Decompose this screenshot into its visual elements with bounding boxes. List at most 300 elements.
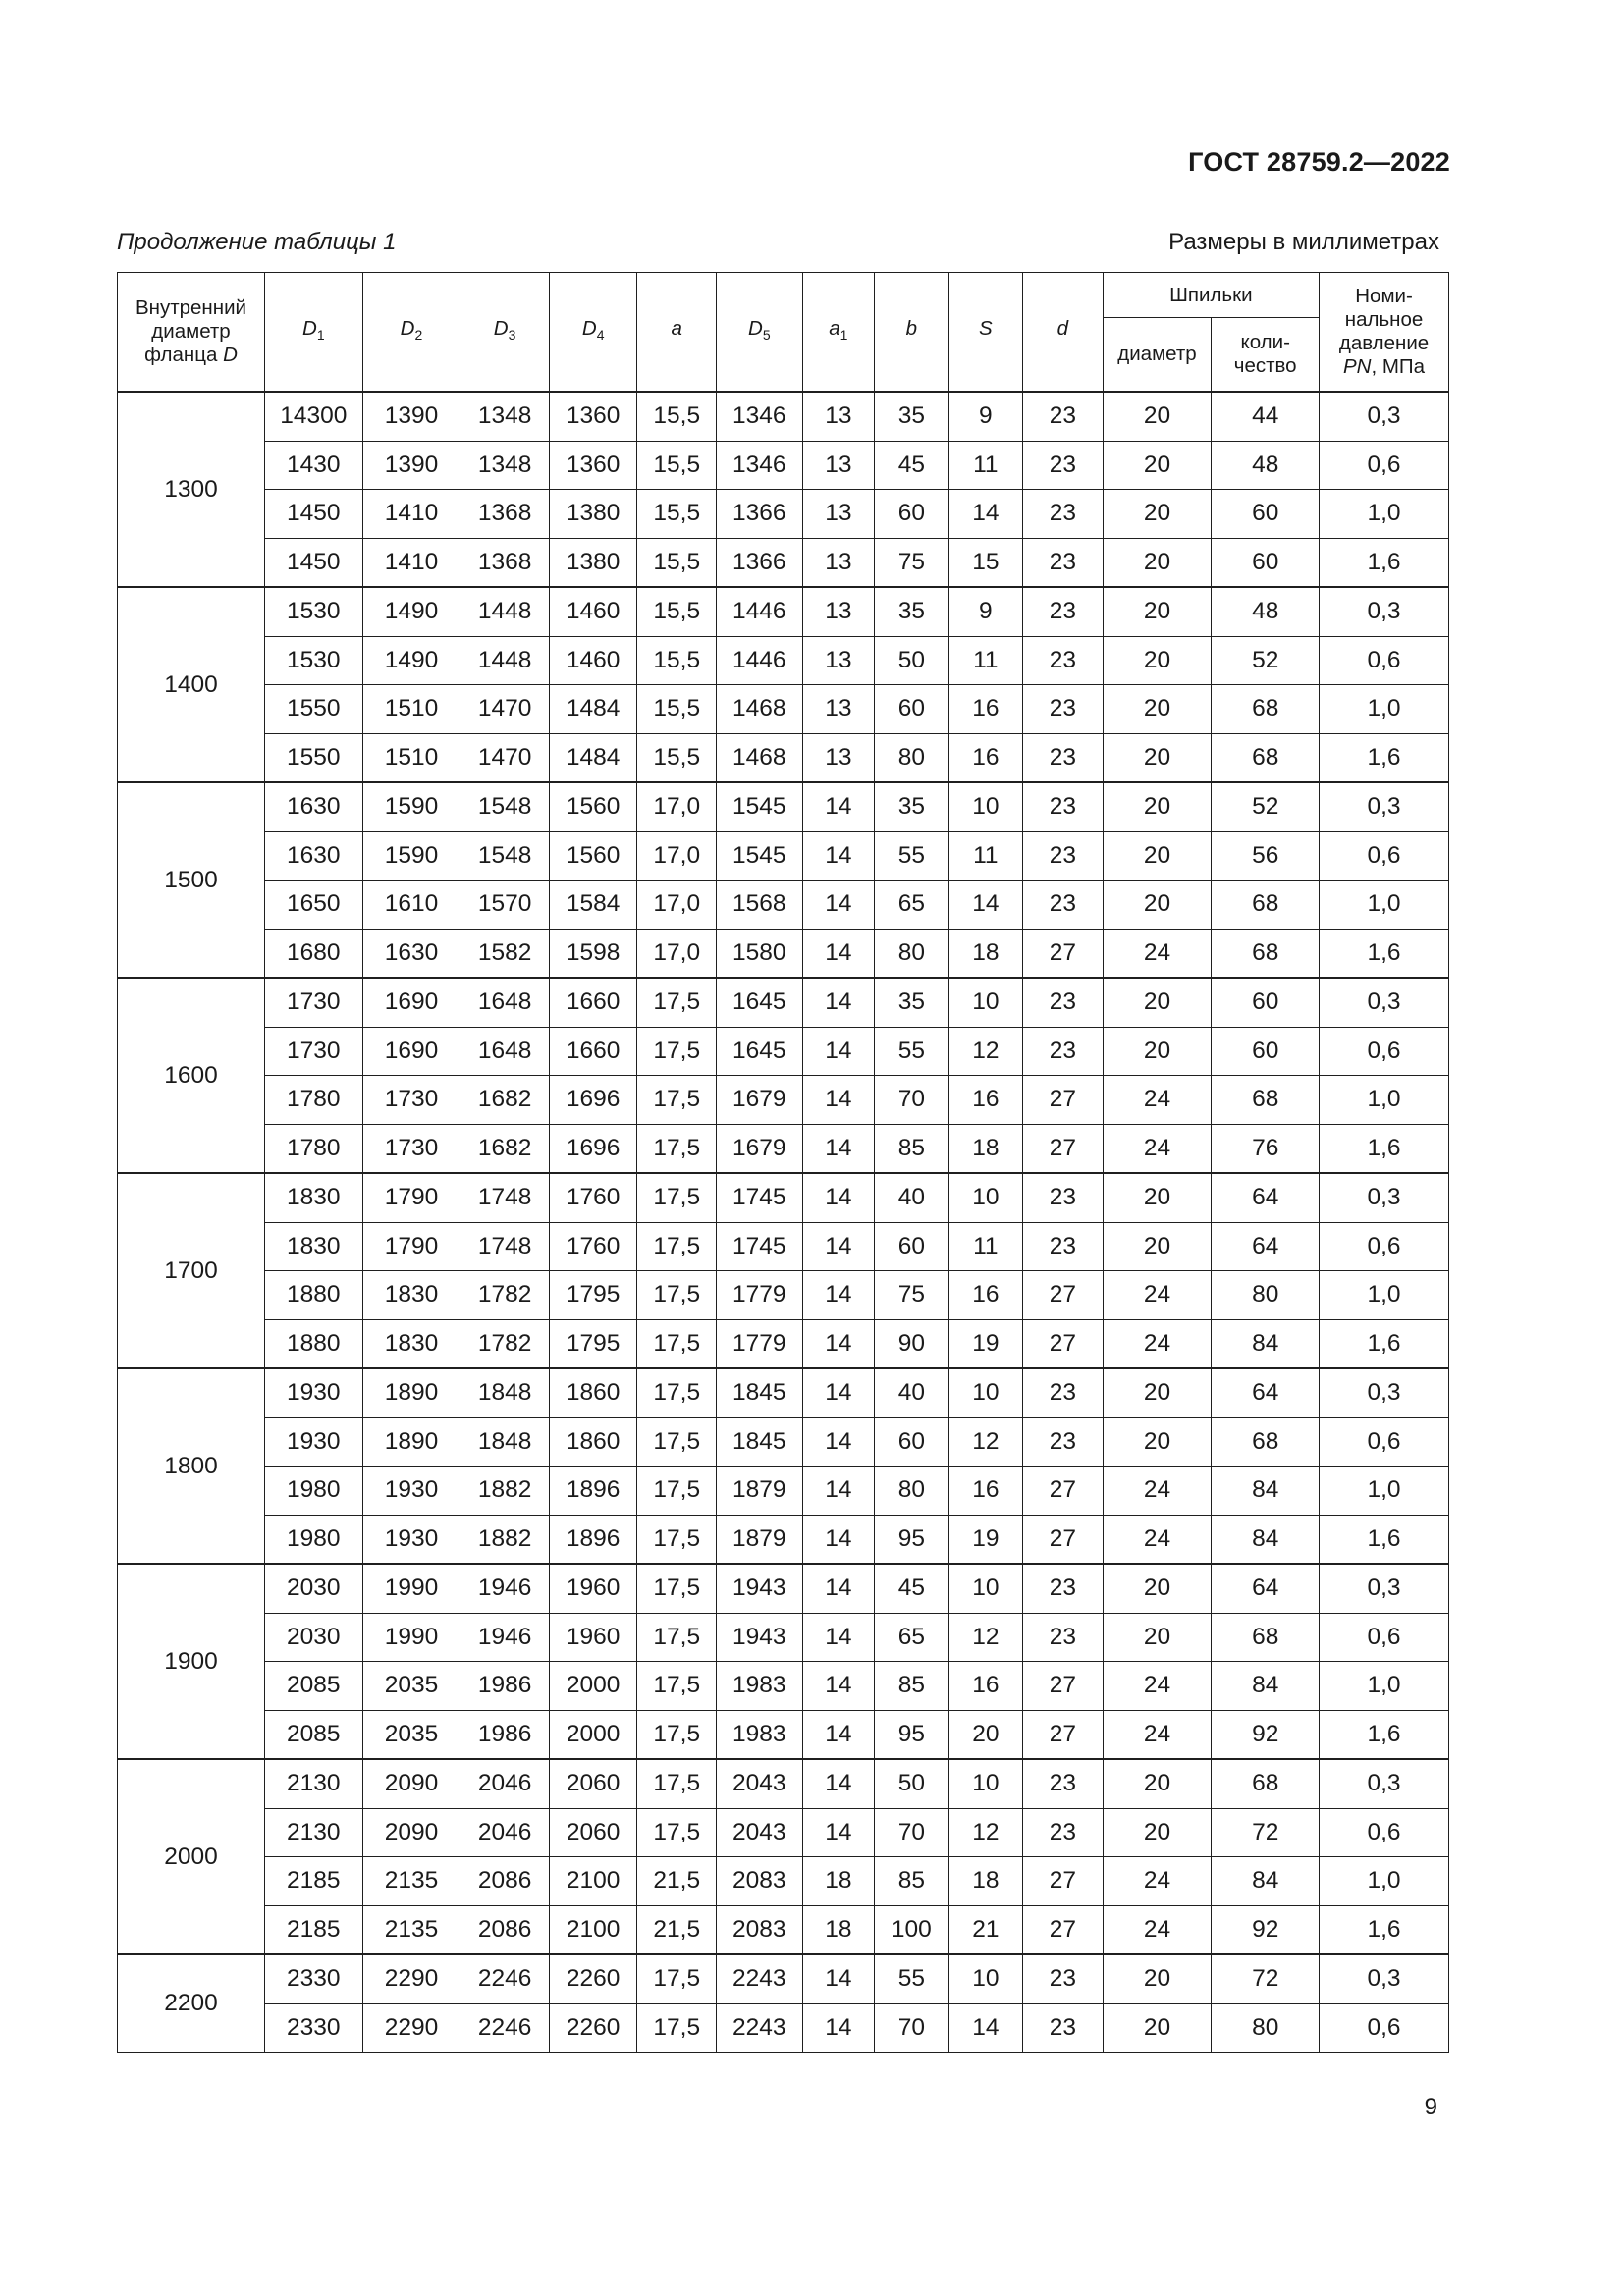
table-cell: 14: [948, 881, 1023, 930]
table-cell: 0,6: [1320, 1027, 1449, 1076]
table-cell: 1484: [549, 733, 637, 782]
table-cell: 64: [1212, 1173, 1320, 1222]
table-cell: 2100: [549, 1857, 637, 1906]
table-cell: 17,0: [637, 831, 717, 881]
table-cell: 1360: [549, 441, 637, 490]
table-cell: 1648: [460, 1027, 550, 1076]
table-cell: 13: [802, 490, 874, 539]
table-row: [118, 978, 1449, 1027]
table-cell: 70: [875, 2003, 949, 2053]
table-row: [118, 733, 1449, 782]
table-cell: 14: [802, 1076, 874, 1125]
table-cell: 60: [1212, 538, 1320, 587]
table-cell: 0,3: [1320, 587, 1449, 636]
table-cell: 2043: [717, 1808, 803, 1857]
table-cell: 14: [948, 2003, 1023, 2053]
table-cell: 24: [1103, 1076, 1212, 1125]
table-cell: 20: [1103, 782, 1212, 831]
table-cell: 23: [1023, 1027, 1104, 1076]
table-cell: 27: [1023, 1467, 1104, 1516]
table-cell: 20: [1103, 587, 1212, 636]
table-cell: 11: [948, 636, 1023, 685]
table-cell: 1986: [460, 1662, 550, 1711]
table-cell: 75: [875, 1271, 949, 1320]
table-cell: 1410: [362, 538, 460, 587]
table-cell: 72: [1212, 1954, 1320, 2003]
table-cell: 0,6: [1320, 1808, 1449, 1857]
table-cell: 2085: [264, 1710, 362, 1759]
table-cell: 1848: [460, 1417, 550, 1467]
table-cell: 1510: [362, 685, 460, 734]
header-col-a: a: [637, 273, 717, 393]
table-cell: 2060: [549, 1808, 637, 1857]
table-cell: 23: [1023, 441, 1104, 490]
header-col-d: d: [1023, 273, 1104, 393]
table-cell: 48: [1212, 441, 1320, 490]
table-cell: 1745: [717, 1222, 803, 1271]
table-cell: 85: [875, 1662, 949, 1711]
table-cell: 84: [1212, 1467, 1320, 1516]
table-row: [118, 782, 1449, 831]
table-cell: 1,6: [1320, 1710, 1449, 1759]
inner-diameter-cell: 2200: [118, 1954, 265, 2053]
header-col-d4: $D_4$: [549, 273, 637, 393]
table-cell: 17,5: [637, 1710, 717, 1759]
table-cell: 2260: [549, 1954, 637, 2003]
table-cell: 24: [1103, 1124, 1212, 1173]
table-cell: 1530: [264, 636, 362, 685]
table-cell: 2185: [264, 1905, 362, 1954]
table-cell: 0,6: [1320, 636, 1449, 685]
table-cell: 1682: [460, 1124, 550, 1173]
table-continuation-caption: Продолжение таблицы 1: [117, 229, 397, 255]
table-cell: 1645: [717, 1027, 803, 1076]
table-cell: 1368: [460, 490, 550, 539]
table-row: [118, 831, 1449, 881]
table-cell: 0,6: [1320, 441, 1449, 490]
table-cell: 10: [948, 782, 1023, 831]
table-cell: 23: [1023, 1613, 1104, 1662]
table-cell: 95: [875, 1710, 949, 1759]
table-cell: 0,6: [1320, 2003, 1449, 2053]
table-row: [118, 881, 1449, 930]
table-cell: 1490: [362, 636, 460, 685]
table-cell: 56: [1212, 831, 1320, 881]
table-cell: 60: [1212, 978, 1320, 1027]
table-cell: 9: [948, 587, 1023, 636]
table-cell: 1550: [264, 685, 362, 734]
table-cell: 17,5: [637, 1027, 717, 1076]
table-cell: 76: [1212, 1124, 1320, 1173]
table-row: [118, 1954, 1449, 2003]
table-cell: 14: [802, 831, 874, 881]
header-inner-diameter-line3: фланца: [144, 344, 224, 366]
table-cell: 15,5: [637, 636, 717, 685]
table-cell: 1682: [460, 1076, 550, 1125]
table-cell: 27: [1023, 1076, 1104, 1125]
table-cell: 68: [1212, 1417, 1320, 1467]
table-cell: 1584: [549, 881, 637, 930]
table-cell: 16: [948, 733, 1023, 782]
table-cell: 1448: [460, 587, 550, 636]
table-cell: 20: [1103, 1222, 1212, 1271]
table-cell: 14: [802, 1027, 874, 1076]
table-cell: 1680: [264, 929, 362, 978]
table-cell: 1,6: [1320, 1515, 1449, 1564]
table-cell: 14: [802, 1319, 874, 1368]
table-row: [118, 1027, 1449, 1076]
table-cell: 15,5: [637, 392, 717, 441]
table-cell: 1,6: [1320, 1124, 1449, 1173]
table-cell: 55: [875, 1954, 949, 2003]
table-cell: 1630: [362, 929, 460, 978]
table-row: [118, 1271, 1449, 1320]
table-cell: 84: [1212, 1662, 1320, 1711]
table-cell: 2260: [549, 2003, 637, 2053]
table-cell: 10: [948, 1173, 1023, 1222]
table-cell: 1366: [717, 490, 803, 539]
table-cell: 45: [875, 1564, 949, 1613]
table-cell: 17,5: [637, 1564, 717, 1613]
table-cell: 1460: [549, 636, 637, 685]
table-cell: 17,5: [637, 1954, 717, 2003]
table-cell: 1879: [717, 1515, 803, 1564]
table-cell: 23: [1023, 1564, 1104, 1613]
table-cell: 95: [875, 1515, 949, 1564]
table-cell: 80: [875, 1467, 949, 1516]
table-cell: 60: [875, 685, 949, 734]
table-cell: 2290: [362, 2003, 460, 2053]
table-cell: 35: [875, 782, 949, 831]
table-cell: 16: [948, 1662, 1023, 1711]
table-cell: 70: [875, 1076, 949, 1125]
table-cell: 24: [1103, 1319, 1212, 1368]
table-cell: 1990: [362, 1613, 460, 1662]
table-cell: 0,3: [1320, 978, 1449, 1027]
table-cell: 24: [1103, 1905, 1212, 1954]
table-cell: 1845: [717, 1417, 803, 1467]
table-cell: 1880: [264, 1319, 362, 1368]
table-cell: 1,0: [1320, 881, 1449, 930]
inner-diameter-cell: 1700: [118, 1173, 265, 1368]
table-cell: 1630: [264, 831, 362, 881]
table-cell: 1730: [264, 978, 362, 1027]
table-cell: 1930: [362, 1467, 460, 1516]
table-cell: 1930: [362, 1515, 460, 1564]
table-cell: 1795: [549, 1319, 637, 1368]
table-cell: 2035: [362, 1662, 460, 1711]
table-cell: 19: [948, 1515, 1023, 1564]
table-cell: 1830: [264, 1222, 362, 1271]
table-cell: 15,5: [637, 490, 717, 539]
table-cell: 100: [875, 1905, 949, 1954]
table-cell: 2330: [264, 2003, 362, 2053]
table-row: [118, 929, 1449, 978]
table-cell: 1470: [460, 733, 550, 782]
table-cell: 27: [1023, 1319, 1104, 1368]
table-cell: 23: [1023, 1808, 1104, 1857]
table-row: [118, 538, 1449, 587]
table-cell: 14300: [264, 392, 362, 441]
inner-diameter-cell: 1800: [118, 1368, 265, 1564]
table-cell: 23: [1023, 392, 1104, 441]
table-cell: 23: [1023, 733, 1104, 782]
table-cell: 23: [1023, 782, 1104, 831]
header-inner-diameter: [118, 273, 265, 393]
table-row: [118, 1905, 1449, 1954]
table-cell: 1346: [717, 441, 803, 490]
header-col-d3: $D_3$: [460, 273, 550, 393]
table-cell: 2185: [264, 1857, 362, 1906]
table-cell: 75: [875, 538, 949, 587]
table-cell: 60: [1212, 490, 1320, 539]
table-cell: 15,5: [637, 685, 717, 734]
table-cell: 1545: [717, 831, 803, 881]
table-cell: 27: [1023, 1515, 1104, 1564]
table-cell: 0,6: [1320, 831, 1449, 881]
table-cell: 14: [802, 782, 874, 831]
table-row: [118, 1808, 1449, 1857]
table-cell: 1990: [362, 1564, 460, 1613]
table-cell: 35: [875, 978, 949, 1027]
table-cell: 17,5: [637, 1368, 717, 1417]
table-cell: 1730: [362, 1124, 460, 1173]
table-cell: 1890: [362, 1417, 460, 1467]
table-cell: 14: [802, 978, 874, 1027]
table-cell: 14: [802, 1759, 874, 1808]
table-cell: 1896: [549, 1467, 637, 1516]
table-cell: 80: [875, 733, 949, 782]
table-cell: 68: [1212, 1613, 1320, 1662]
table-cell: 60: [875, 490, 949, 539]
table-cell: 1650: [264, 881, 362, 930]
table-cell: 0,6: [1320, 1417, 1449, 1467]
table-cell: 13: [802, 636, 874, 685]
table-cell: 2046: [460, 1759, 550, 1808]
table-cell: 1845: [717, 1368, 803, 1417]
table-cell: 52: [1212, 782, 1320, 831]
table-cell: 65: [875, 881, 949, 930]
table-cell: 1748: [460, 1222, 550, 1271]
header-col-s: S: [948, 273, 1023, 393]
table-row: [118, 1613, 1449, 1662]
table-cell: 20: [1103, 1564, 1212, 1613]
table-cell: 1930: [264, 1368, 362, 1417]
inner-diameter-cell: 2000: [118, 1759, 265, 1954]
table-cell: 20: [1103, 1954, 1212, 2003]
table-cell: 17,5: [637, 1515, 717, 1564]
table-cell: 2085: [264, 1662, 362, 1711]
table-cell: 1860: [549, 1417, 637, 1467]
table-cell: 14: [802, 1515, 874, 1564]
table-cell: 14: [802, 1368, 874, 1417]
table-cell: 17,5: [637, 1808, 717, 1857]
table-cell: 68: [1212, 1076, 1320, 1125]
table-cell: 2000: [549, 1662, 637, 1711]
table-cell: 14: [802, 1662, 874, 1711]
table-cell: 18: [948, 1857, 1023, 1906]
table-cell: 20: [1103, 636, 1212, 685]
table-cell: 27: [1023, 929, 1104, 978]
table-cell: 44: [1212, 392, 1320, 441]
header-col-a1: $a_1$: [802, 273, 874, 393]
table-cell: 84: [1212, 1857, 1320, 1906]
table-cell: 2030: [264, 1613, 362, 1662]
table-cell: 60: [875, 1417, 949, 1467]
table-cell: 1960: [549, 1613, 637, 1662]
table-cell: 1450: [264, 538, 362, 587]
table-cell: 27: [1023, 1905, 1104, 1954]
table-cell: 2090: [362, 1759, 460, 1808]
table-cell: 60: [875, 1222, 949, 1271]
table-cell: 17,5: [637, 1271, 717, 1320]
table-cell: 0,3: [1320, 1368, 1449, 1417]
table-cell: 23: [1023, 1368, 1104, 1417]
table-cell: 52: [1212, 636, 1320, 685]
table-cell: 1,0: [1320, 1076, 1449, 1125]
table-cell: 15,5: [637, 441, 717, 490]
table-cell: 17,5: [637, 1124, 717, 1173]
table-cell: 2030: [264, 1564, 362, 1613]
table-cell: 14: [802, 1954, 874, 2003]
table-cell: 1380: [549, 538, 637, 587]
table-cell: 14: [802, 1271, 874, 1320]
table-cell: 12: [948, 1808, 1023, 1857]
table-cell: 19: [948, 1319, 1023, 1368]
table-cell: 14: [802, 1564, 874, 1613]
table-cell: 10: [948, 1759, 1023, 1808]
table-cell: 2060: [549, 1759, 637, 1808]
table-cell: 1510: [362, 733, 460, 782]
table-cell: 68: [1212, 929, 1320, 978]
table-cell: 1590: [362, 831, 460, 881]
table-cell: 14: [802, 1710, 874, 1759]
table-cell: 15,5: [637, 587, 717, 636]
table-cell: 20: [1103, 685, 1212, 734]
table-cell: 23: [1023, 1173, 1104, 1222]
table-row: [118, 1368, 1449, 1417]
table-cell: 35: [875, 587, 949, 636]
table-cell: 1890: [362, 1368, 460, 1417]
table-cell: 17,5: [637, 1662, 717, 1711]
table-cell: 2090: [362, 1808, 460, 1857]
table-cell: 1368: [460, 538, 550, 587]
table-cell: 20: [1103, 978, 1212, 1027]
table-cell: 17,5: [637, 1613, 717, 1662]
table-row: [118, 1759, 1449, 1808]
table-cell: 2035: [362, 1710, 460, 1759]
table-cell: 16: [948, 1076, 1023, 1125]
header-col-d5: $D_5$: [717, 273, 803, 393]
table-cell: 1560: [549, 782, 637, 831]
table-cell: 1,0: [1320, 1857, 1449, 1906]
table-cell: 50: [875, 636, 949, 685]
table-cell: 10: [948, 1368, 1023, 1417]
table-cell: 23: [1023, 685, 1104, 734]
table-cell: 1983: [717, 1662, 803, 1711]
table-cell: 12: [948, 1417, 1023, 1467]
table-cell: 1484: [549, 685, 637, 734]
table-cell: 1582: [460, 929, 550, 978]
table-cell: 1690: [362, 1027, 460, 1076]
table-cell: 21,5: [637, 1905, 717, 1954]
table-cell: 2083: [717, 1905, 803, 1954]
table-cell: 23: [1023, 881, 1104, 930]
table-cell: 17,5: [637, 1417, 717, 1467]
table-cell: 20: [1103, 733, 1212, 782]
inner-diameter-cell: 1500: [118, 782, 265, 978]
table-cell: 1,0: [1320, 685, 1449, 734]
table-cell: 1390: [362, 392, 460, 441]
table-cell: 70: [875, 1808, 949, 1857]
table-cell: 1679: [717, 1124, 803, 1173]
table-cell: 18: [802, 1905, 874, 1954]
table-row: [118, 1710, 1449, 1759]
table-cell: 64: [1212, 1222, 1320, 1271]
table-row: [118, 1515, 1449, 1564]
table-cell: 1696: [549, 1076, 637, 1125]
table-cell: 68: [1212, 733, 1320, 782]
table-row: [118, 490, 1449, 539]
table-row: [118, 1564, 1449, 1613]
table-cell: 14: [802, 1808, 874, 1857]
table-cell: 1548: [460, 782, 550, 831]
table-cell: 14: [802, 1173, 874, 1222]
table-cell: 84: [1212, 1319, 1320, 1368]
table-cell: 20: [1103, 1368, 1212, 1417]
table-cell: 40: [875, 1368, 949, 1417]
inner-diameter-cell: 1400: [118, 587, 265, 782]
inner-diameter-cell: 1300: [118, 392, 265, 587]
table-cell: 1690: [362, 978, 460, 1027]
table-row: [118, 1173, 1449, 1222]
table-cell: 1730: [264, 1027, 362, 1076]
document-code: ГОСТ 28759.2—2022: [1188, 147, 1450, 177]
table-row: [118, 1076, 1449, 1125]
inner-diameter-cell: 1900: [118, 1564, 265, 1759]
table-cell: 35: [875, 392, 949, 441]
table-row: [118, 1124, 1449, 1173]
table-cell: 0,3: [1320, 392, 1449, 441]
table-cell: 27: [1023, 1662, 1104, 1711]
table-cell: 1696: [549, 1124, 637, 1173]
table-cell: 20: [1103, 1417, 1212, 1467]
table-cell: 17,5: [637, 1076, 717, 1125]
table-cell: 14: [802, 1222, 874, 1271]
table-row: [118, 1857, 1449, 1906]
table-cell: 2246: [460, 1954, 550, 2003]
table-cell: 16: [948, 1467, 1023, 1516]
table-cell: 14: [802, 1417, 874, 1467]
table-cell: 13: [802, 685, 874, 734]
table-row: [118, 1662, 1449, 1711]
table-row: [118, 1222, 1449, 1271]
table-cell: 1630: [264, 782, 362, 831]
table-cell: 85: [875, 1857, 949, 1906]
table-cell: 1468: [717, 685, 803, 734]
table-cell: 1446: [717, 636, 803, 685]
table-cell: 1660: [549, 1027, 637, 1076]
table-cell: 0,3: [1320, 782, 1449, 831]
table-cell: 1490: [362, 587, 460, 636]
table-cell: 1790: [362, 1173, 460, 1222]
table-cell: 23: [1023, 636, 1104, 685]
table-cell: 24: [1103, 1710, 1212, 1759]
table-cell: 40: [875, 1173, 949, 1222]
table-cell: 1,0: [1320, 1271, 1449, 1320]
table-cell: 23: [1023, 1759, 1104, 1808]
table-cell: 1560: [549, 831, 637, 881]
